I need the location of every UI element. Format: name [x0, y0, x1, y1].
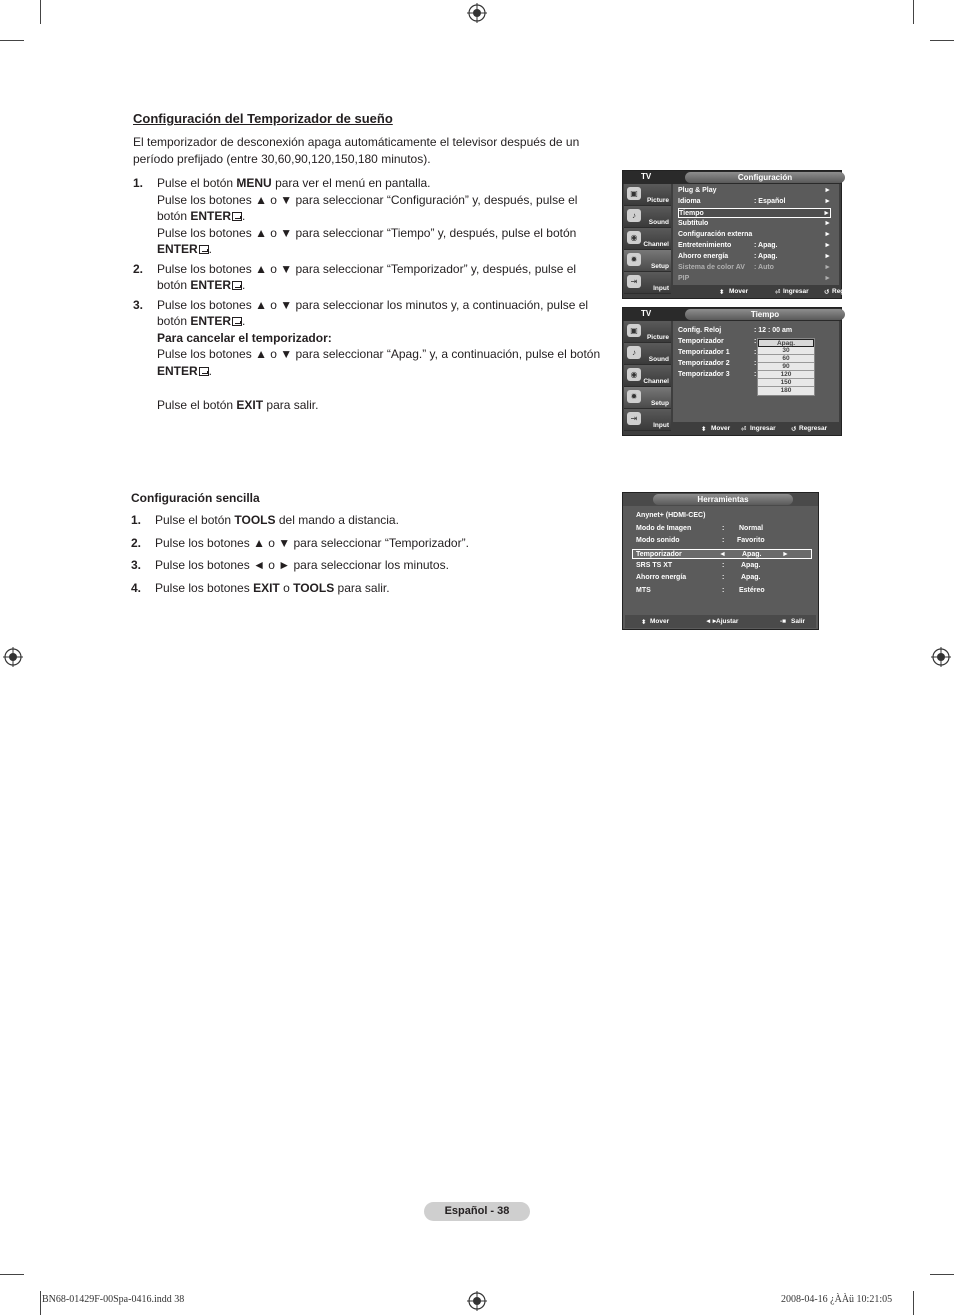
registration-mark-icon [467, 1291, 487, 1311]
step-text: Pulse los botones [155, 580, 254, 595]
menu-item-value: : Apag. [754, 242, 778, 249]
arrow-right-icon: ► [824, 264, 831, 271]
menu-item-value: : Auto [754, 264, 774, 271]
osd-herramientas-menu [622, 492, 819, 630]
osd-body [673, 184, 839, 285]
tool-item-temporizador[interactable] [632, 549, 812, 559]
sidebar-item-label: Input [653, 422, 669, 429]
step-text: Pulse el botón [157, 176, 237, 190]
menu-item-value: Apag. [741, 562, 761, 569]
menu-item-value: : Apag. [754, 253, 778, 260]
footer-move-label: Mover [729, 288, 749, 295]
menu-item-value: : [754, 360, 757, 367]
menu-item-tiempo[interactable] [678, 208, 831, 218]
channel-icon: ◉ [627, 231, 641, 244]
step-text: Pulse los botones ▲ o ▼ para seleccionar “Temporizador” y, después, pulse el botón [157, 261, 577, 292]
enter-icon: ⏎ [775, 289, 781, 296]
step-text: Pulse los botones ▲ o ▼ para seleccionar “Tiempo” y, después, pulse el botón [157, 225, 577, 240]
osd-footer [673, 422, 839, 435]
sidebar-item-label: Channel [643, 378, 669, 385]
sidebar-item-picture[interactable] [624, 184, 671, 206]
menu-item-label: Temporizador 3 [678, 371, 730, 378]
enter-key: ENTER [190, 209, 232, 223]
cancel-title: Para cancelar el temporizador: [157, 330, 332, 345]
osd-title: Herramientas [653, 494, 793, 505]
steps-list [133, 175, 603, 414]
simple-step-3 [131, 558, 581, 581]
dropdown-option[interactable]: Apag. [758, 339, 814, 347]
menu-item-label: Entretenimiento [678, 242, 732, 249]
step-number: 4. [131, 580, 142, 595]
simple-config-title: Configuración sencilla [131, 491, 260, 505]
arrow-right-icon: ► [824, 242, 831, 249]
menu-item-subtitulo[interactable] [678, 219, 831, 229]
separator: : [722, 525, 725, 532]
menu-item-sistema-color[interactable] [678, 263, 831, 273]
sidebar-item-sound[interactable] [624, 343, 671, 365]
menu-item-value: Apag. [742, 551, 762, 558]
menu-item-label: Tiempo [679, 210, 704, 217]
sidebar-item-label: Setup [650, 263, 669, 270]
menu-item-configuracion-externa[interactable] [678, 230, 831, 240]
footer-enter-label: Ingresar [750, 425, 776, 432]
menu-item-idioma[interactable] [678, 197, 831, 207]
exit-key: EXIT [236, 398, 264, 412]
osd-footer [673, 285, 861, 298]
osd-header [623, 493, 818, 506]
step-text: para salir. [334, 580, 390, 595]
menu-item-value: Favorito [737, 537, 765, 544]
crop-mark [930, 1274, 954, 1275]
step-number: 1. [131, 513, 142, 527]
sidebar-item-setup[interactable] [624, 387, 671, 409]
sidebar-item-label: Channel [643, 241, 669, 248]
step-number: 2. [133, 261, 144, 276]
return-icon: ↺ [824, 289, 830, 296]
dropdown-option[interactable]: 180 [780, 387, 792, 394]
footer-adjust-label: Ajustar [716, 618, 739, 625]
simple-steps-list [131, 513, 581, 603]
arrow-right-icon: ► [824, 253, 831, 260]
enter-icon [232, 317, 242, 326]
arrow-right-icon: ► [824, 231, 831, 238]
menu-item-label: Config. Reloj [678, 327, 722, 334]
footer-enter-label: Ingresar [783, 288, 809, 295]
enter-icon [199, 245, 209, 254]
menu-item-value: : [754, 338, 757, 345]
osd-header [623, 308, 841, 321]
registration-mark-icon [467, 3, 487, 23]
step-text: del mando a distancia. [275, 513, 399, 527]
menu-item-entretenimiento[interactable] [678, 241, 831, 251]
step-number: 3. [133, 297, 144, 312]
arrow-right-icon: ► [824, 187, 831, 194]
dropdown-option[interactable]: 90 [758, 363, 814, 371]
separator: : [722, 537, 725, 544]
crop-mark [40, 1291, 41, 1315]
simple-step-4 [131, 581, 581, 604]
menu-item-label: Modo de Imagen [636, 525, 692, 532]
tools-key: TOOLS [293, 580, 335, 595]
menu-item-label: Ahorro energía [678, 253, 729, 260]
simple-step-1 [131, 513, 581, 536]
crop-mark [930, 40, 954, 41]
dropdown-option[interactable]: 60 [758, 355, 814, 363]
step-number: 3. [131, 558, 142, 572]
footer-exit-label: Salir [791, 618, 806, 625]
menu-item-value: : [754, 371, 757, 378]
menu-item-label: Plug & Play [678, 187, 717, 194]
tool-item-anynet[interactable] [636, 511, 810, 521]
picture-icon: ▣ [627, 187, 641, 200]
footer-back-label: Regresar [799, 425, 828, 432]
section-title: Configuración del Temporizador de sueño [133, 111, 393, 126]
return-icon: ↺ [791, 426, 797, 433]
menu-item-value: : 12 : 00 am [754, 327, 793, 334]
step-1: 1. Pulse el botón MENU para ver el menú en pantalla. Pulse los botones ▲ o ▼ para seleccionar “Configuración” y, después, pulse el botón ENTER . Pulse los botones ▲ o ▼ para seleccionar “Tiempo” y, después, pulse el botón ENTER . [133, 176, 578, 256]
enter-key: ENTER [190, 314, 232, 328]
sidebar-item-label: Picture [646, 197, 669, 204]
osd-title: Tiempo [685, 309, 845, 320]
menu-item-value: : [754, 349, 757, 356]
crop-mark [913, 1291, 914, 1315]
sidebar-item-label: Setup [650, 400, 669, 407]
menu-item-label: Temporizador 2 [678, 360, 730, 367]
menu-item-value: Estéreo [739, 587, 765, 594]
step-number: 1. [133, 176, 144, 190]
menu-item-config-reloj[interactable] [678, 326, 831, 336]
tool-item-modo-sonido[interactable] [636, 536, 810, 546]
page-number: Español - 38 [424, 1202, 530, 1221]
dropdown-option[interactable]: 150 [758, 379, 814, 387]
sidebar-item-sound[interactable] [624, 206, 671, 228]
separator: : [722, 562, 725, 569]
move-icon: ⬍ [641, 619, 647, 626]
gear-icon: ✹ [627, 390, 641, 403]
step-text: o [279, 580, 294, 595]
sidebar-item-label: Sound [648, 219, 669, 226]
input-icon: ⇥ [627, 275, 641, 288]
move-icon: ⬍ [701, 426, 707, 433]
menu-item-value: : Español [754, 198, 786, 205]
crop-mark [913, 0, 914, 24]
menu-item-label: MTS [636, 587, 651, 594]
menu-item-label: SRS TS XT [636, 562, 673, 569]
arrow-right-icon: ► [823, 210, 830, 217]
osd-tv-label: TV [641, 172, 652, 181]
separator: : [722, 587, 725, 594]
crop-mark [0, 40, 24, 41]
crop-mark [0, 1274, 24, 1275]
step-text: Pulse el botón [157, 398, 237, 412]
enter-key: ENTER [190, 278, 232, 292]
osd-body [673, 321, 839, 422]
menu-item-label: Temporizador [678, 338, 724, 345]
timer-dropdown[interactable] [757, 338, 815, 396]
menu-item-label: Idioma [678, 198, 701, 205]
exit-key: EXIT [253, 580, 280, 595]
menu-item-label: Temporizador 1 [678, 349, 730, 356]
sidebar-item-label: Input [653, 285, 669, 292]
footer-move-label: Mover [711, 425, 731, 432]
menu-item-label: Sistema de color AV [678, 264, 745, 271]
footer-move-label: Mover [650, 618, 670, 625]
footer-back-label: Regresar [832, 288, 861, 295]
file-slug: BN68-01429F-00Spa-0416.indd 38 [42, 1294, 185, 1305]
menu-item-label: Anynet+ (HDMI-CEC) [636, 512, 706, 519]
step-number: 2. [131, 535, 142, 550]
sidebar-item-input[interactable] [624, 409, 671, 431]
menu-item-label: PIP [678, 275, 690, 282]
osd-sidebar [624, 184, 671, 294]
enter-icon: ⏎ [741, 426, 747, 433]
crop-mark [40, 0, 41, 24]
enter-icon [232, 212, 242, 221]
sidebar-item-picture[interactable] [624, 321, 671, 343]
sidebar-item-input[interactable] [624, 272, 671, 294]
simple-step-2 [131, 536, 581, 559]
step-text: Pulse los botones ▲ o ▼ para seleccionar “Temporizador”. [155, 535, 469, 550]
osd-title: Configuración [685, 172, 845, 183]
tool-item-srs[interactable] [636, 561, 810, 571]
sidebar-item-label: Sound [648, 356, 669, 363]
osd-header [623, 171, 841, 184]
arrow-right-icon: ► [824, 275, 831, 282]
enter-key: ENTER [157, 363, 198, 378]
tools-key: TOOLS [234, 513, 276, 527]
sound-icon: ♪ [627, 209, 641, 222]
menu-item-ahorro-energia[interactable] [678, 252, 831, 262]
step-2: 2. Pulse los botones ▲ o ▼ para seleccionar “Temporizador” y, después, pulse el botón ENTER . [133, 261, 577, 292]
input-icon: ⇥ [627, 412, 641, 425]
enter-key: ENTER [157, 242, 198, 256]
adjust-icon: ◄► [705, 618, 718, 625]
menu-item-plug-play[interactable] [678, 186, 831, 196]
print-timestamp: 2008-04-16 ¿ÀÀü 10:21:05 [781, 1294, 893, 1305]
dropdown-option[interactable]: 30 [758, 347, 814, 355]
osd-tiempo-menu [622, 307, 842, 436]
separator: : [722, 574, 725, 581]
move-icon: ⬍ [719, 289, 725, 296]
sidebar-item-channel[interactable] [624, 228, 671, 250]
enter-icon [199, 367, 209, 376]
enter-icon [232, 281, 242, 290]
menu-item-label: Ahorro energía [636, 574, 687, 581]
step-text: Pulse el botón [155, 513, 235, 527]
section-intro: El temporizador de desconexión apaga automáticamente el televisor después de un período prefijado (entre 30,60,90,120,150,180 minutos). [133, 135, 580, 166]
tool-item-mts[interactable] [636, 586, 810, 596]
sidebar-item-setup[interactable] [624, 250, 671, 272]
menu-item-value: Apag. [741, 574, 761, 581]
step-text: Pulse los botones ▲ o ▼ para seleccionar “Configuración” y, después, pulse el botón [157, 192, 578, 223]
channel-icon: ◉ [627, 368, 641, 381]
menu-item-pip[interactable] [678, 274, 831, 284]
gear-icon: ✹ [627, 253, 641, 266]
step-3: 3. Pulse los botones ▲ o ▼ para seleccionar los minutos y, a continuación, pulse el botón ENTER . Para cancelar el temporizador: Pulse los botones ▲ o ▼ para seleccionar “Apag.” y, a continuación, pulse el botón ENTER . Pulse el botón EXIT para salir. [133, 297, 603, 414]
osd-footer [625, 615, 816, 628]
registration-mark-icon [3, 647, 23, 667]
menu-item-value: Normal [739, 525, 764, 532]
menu-item-label: Subtítulo [678, 220, 709, 227]
sidebar-item-label: Picture [646, 334, 669, 341]
arrow-left-icon[interactable]: ◄ [719, 551, 726, 558]
step-text: Pulse los botones ◄ o ► para seleccionar los minutos. [155, 558, 449, 572]
step-text: Pulse los botones ▲ o ▼ para seleccionar los minutos y, a continuación, pulse el botón [157, 297, 589, 328]
osd-sidebar [624, 321, 671, 431]
picture-icon: ▣ [627, 324, 641, 337]
menu-item-label: Modo sonido [636, 537, 680, 544]
tool-item-ahorro-energia[interactable] [636, 573, 810, 583]
arrow-right-icon: ► [824, 198, 831, 205]
step-text: Pulse los botones ▲ o ▼ para seleccionar “Apag.” y, a continuación, pulse el botón [157, 347, 601, 361]
menu-item-label: Temporizador [636, 551, 682, 558]
exit-icon: -■ [780, 618, 787, 625]
dropdown-option[interactable]: 120 [758, 371, 814, 379]
menu-item-label: Configuración externa [678, 231, 753, 238]
registration-mark-icon [931, 647, 951, 667]
osd-configuracion-menu [622, 170, 861, 299]
sound-icon: ♪ [627, 346, 641, 359]
arrow-right-icon[interactable]: ► [782, 551, 789, 558]
osd-tv-label: TV [641, 309, 652, 318]
step-text: para ver el menú en pantalla. [271, 176, 431, 190]
menu-key: MENU [236, 176, 272, 190]
tool-item-modo-imagen[interactable] [636, 524, 810, 534]
step-text: para salir. [263, 398, 319, 412]
arrow-right-icon: ► [824, 220, 831, 227]
sidebar-item-channel[interactable] [624, 365, 671, 387]
